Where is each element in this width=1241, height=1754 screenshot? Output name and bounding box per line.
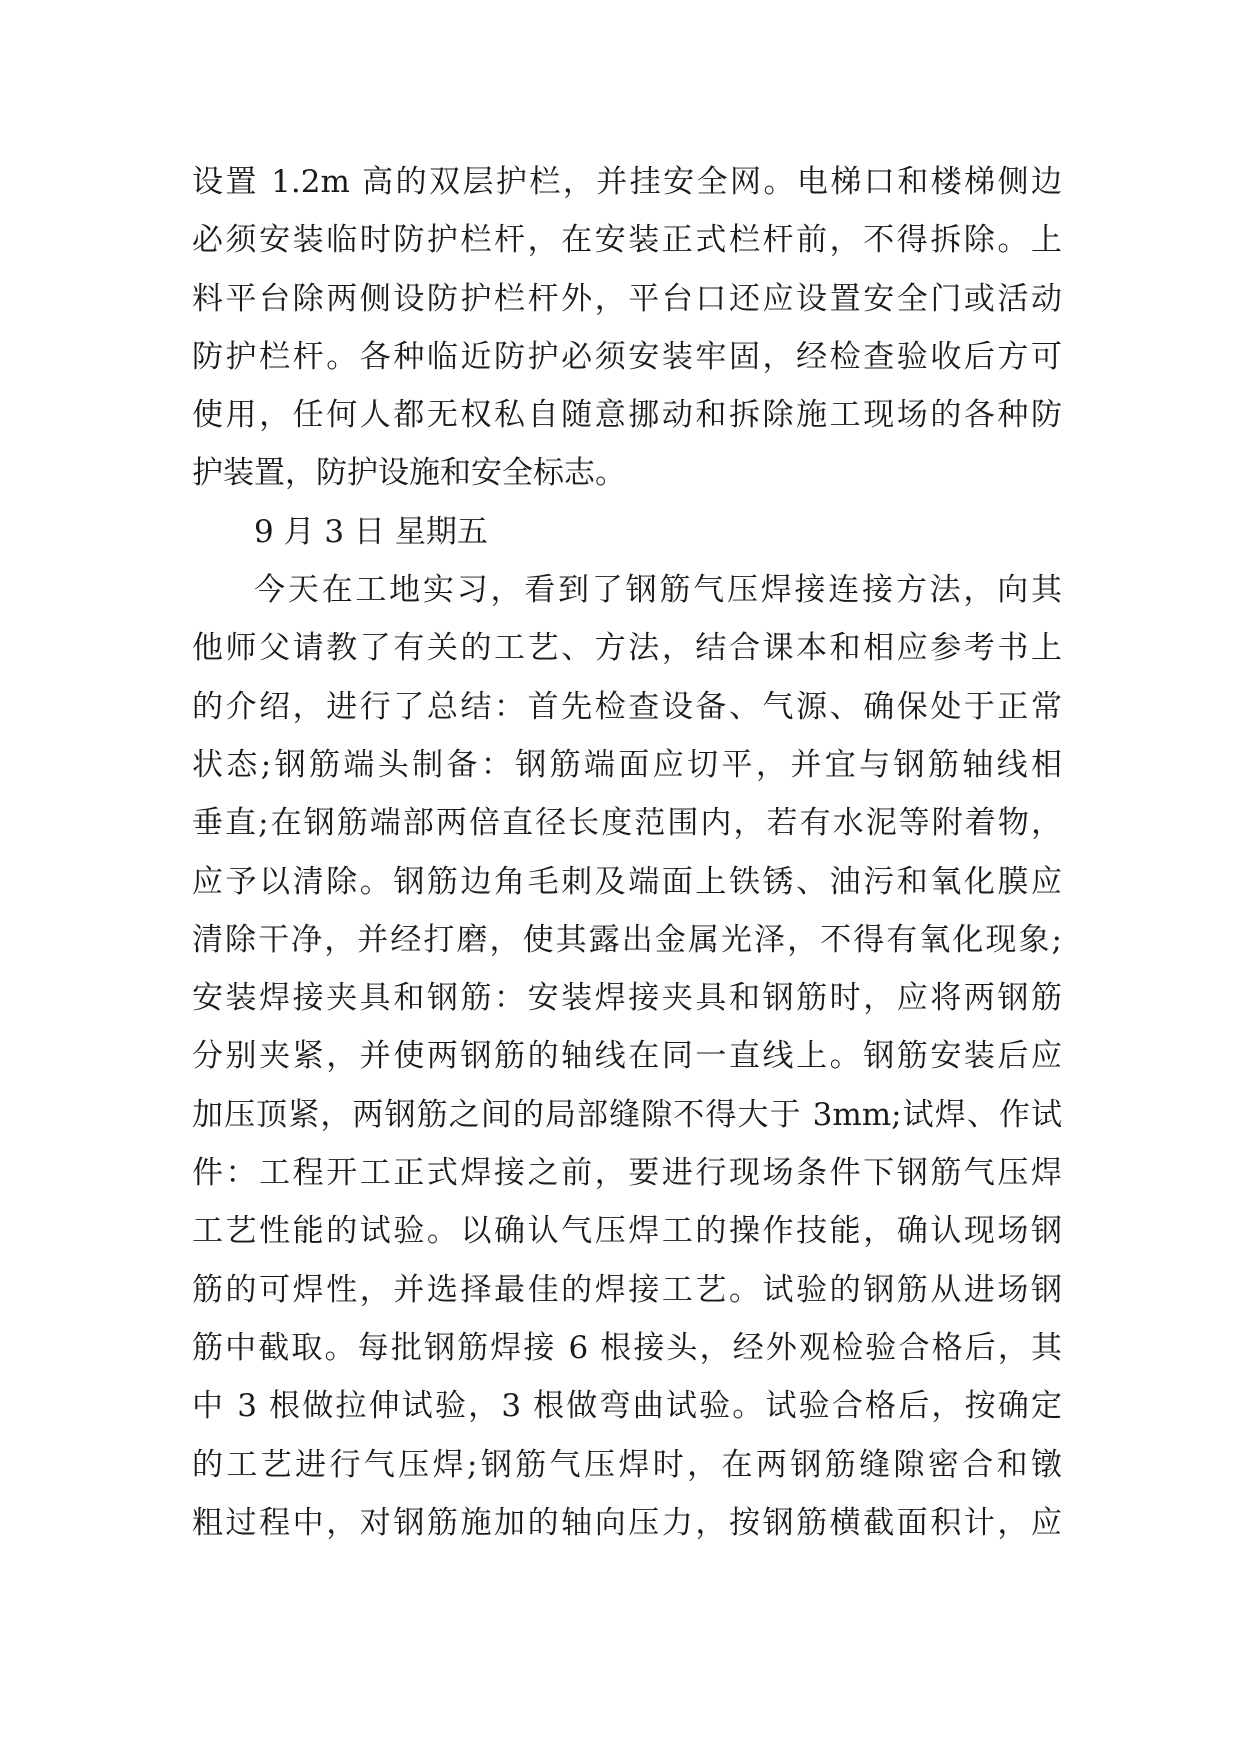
text-line: 使用，任何人都无权私自随意挪动和拆除施工现场的各种防 bbox=[192, 397, 1062, 434]
text-line: 防护栏杆。各种临近防护必须安装牢固，经检查验收后方可 bbox=[192, 338, 1062, 375]
text-line: 的介绍，进行了总结：首先检查设备、气源、确保处于正常 bbox=[192, 688, 1062, 725]
text-line: 筋的可焊性，并选择最佳的焊接工艺。试验的钢筋从进场钢 bbox=[192, 1271, 1062, 1308]
text-line: 中 3 根做拉伸试验，3 根做弯曲试验。试验合格后，按确定 bbox=[192, 1388, 1062, 1425]
text-line: 工艺性能的试验。以确认气压焊工的操作技能，确认现场钢 bbox=[192, 1213, 1062, 1250]
text-line: 清除干净，并经打磨，使其露出金属光泽，不得有氧化现象; bbox=[192, 921, 1062, 958]
text-line: 筋中截取。每批钢筋焊接 6 根接头，经外观检验合格后，其 bbox=[192, 1329, 1062, 1366]
text-line: 的工艺进行气压焊;钢筋气压焊时，在两钢筋缝隙密合和镦 bbox=[192, 1446, 1062, 1483]
text-line: 应予以清除。钢筋边角毛刺及端面上铁锈、油污和氧化膜应 bbox=[192, 863, 1062, 900]
text-line: 他师父请教了有关的工艺、方法，结合课本和相应参考书上 bbox=[192, 630, 1062, 667]
paragraph-gas-pressure-welding bbox=[192, 561, 1062, 1552]
text-line: 加压顶紧，两钢筋之间的局部缝隙不得大于 3mm;试焊、作试 bbox=[192, 1096, 1062, 1133]
text-line: 今天在工地实习，看到了钢筋气压焊接连接方法，向其 bbox=[254, 572, 1062, 609]
text-line: 分别夹紧，并使两钢筋的轴线在同一直线上。钢筋安装后应 bbox=[192, 1038, 1062, 1075]
text-line: 料平台除两侧设防护栏杆外，平台口还应设置安全门或活动 bbox=[192, 280, 1062, 317]
text-line: 设置 1.2m 高的双层护栏，并挂安全网。电梯口和楼梯侧边 bbox=[192, 164, 1062, 200]
text-line: 件：工程开工正式焊接之前，要进行现场条件下钢筋气压焊 bbox=[192, 1155, 1062, 1192]
text-line: 粗过程中，对钢筋施加的轴向压力，按钢筋横截面积计，应 bbox=[192, 1504, 1062, 1541]
text-line: 必须安装临时防护栏杆，在安装正式栏杆前，不得拆除。上 bbox=[192, 222, 1062, 259]
text-line: 状态;钢筋端头制备：钢筋端面应切平，并宜与钢筋轴线相 bbox=[192, 746, 1062, 783]
paragraph-safety-railings bbox=[192, 153, 1062, 503]
text-line: 安装焊接夹具和钢筋：安装焊接夹具和钢筋时，应将两钢筋 bbox=[192, 980, 1062, 1017]
text-line: 垂直;在钢筋端部两倍直径长度范围内，若有水泥等附着物， bbox=[192, 805, 1062, 842]
document-body bbox=[192, 153, 1062, 1552]
text-line: 护装置，防护设施和安全标志。 bbox=[192, 455, 626, 492]
date-heading: 9 月 3 日 星期五 bbox=[254, 513, 488, 550]
